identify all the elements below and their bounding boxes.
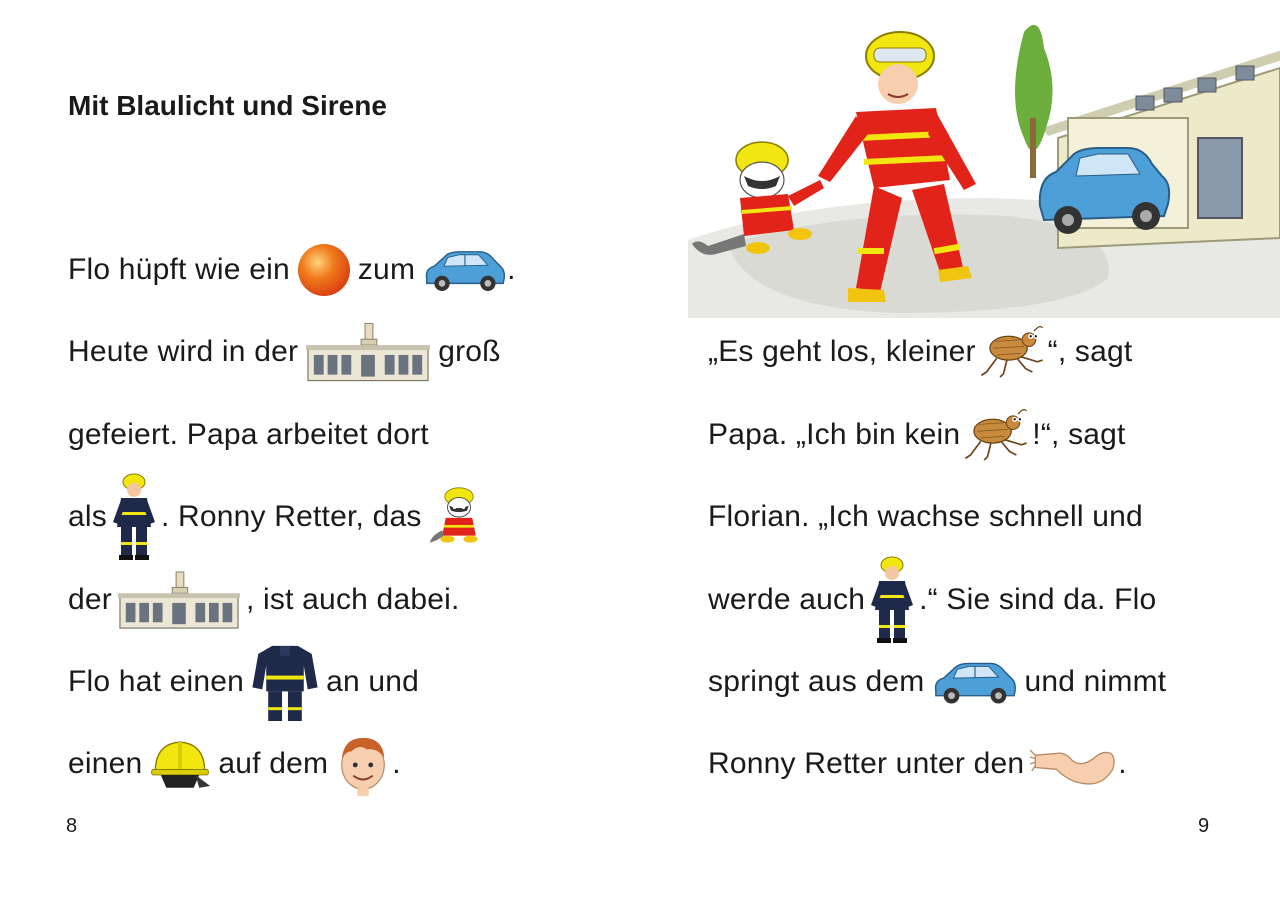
fire-station-icon bbox=[304, 321, 432, 383]
text-segment: Flo hüpft wie ein bbox=[68, 253, 290, 286]
text-segment: .“ Sie sind da. Flo bbox=[919, 583, 1157, 616]
raccoon-icon bbox=[428, 486, 490, 548]
text-segment: Heute wird in der bbox=[68, 335, 299, 368]
flea-icon bbox=[978, 323, 1046, 381]
helmet-icon bbox=[148, 736, 212, 792]
text-line-4 bbox=[68, 487, 496, 547]
text-segment: und nimmt bbox=[1024, 665, 1167, 698]
page-number: 9 bbox=[1198, 815, 1210, 837]
text-segment: Florian. „Ich wachse schnell und bbox=[708, 500, 1143, 533]
text-segment: . bbox=[392, 747, 401, 780]
text-line-5 bbox=[68, 570, 460, 630]
firefighter-scene-illustration bbox=[688, 8, 1280, 318]
ball-icon bbox=[296, 242, 352, 298]
text-segment: „Es geht los, kleiner bbox=[708, 335, 976, 368]
page-number: 8 bbox=[66, 815, 78, 837]
text-line-7 bbox=[68, 734, 401, 794]
story-title: Mit Blaulicht und Sirene bbox=[68, 90, 387, 121]
boy-head-icon bbox=[334, 729, 392, 799]
text-segment: . bbox=[1118, 747, 1127, 780]
firefighter-jacket-icon bbox=[250, 640, 320, 724]
car-icon bbox=[421, 246, 507, 294]
text-segment: , ist auch dabei. bbox=[245, 583, 460, 616]
text-segment: gefeiert. Papa arbeitet dort bbox=[68, 418, 429, 451]
text-segment: als bbox=[68, 500, 107, 533]
text-line-2 bbox=[68, 322, 501, 382]
flea-icon bbox=[962, 406, 1030, 464]
text-line-6 bbox=[708, 734, 1127, 794]
text-line-1 bbox=[708, 322, 1132, 382]
text-segment: werde auch bbox=[708, 583, 866, 616]
text-segment: an und bbox=[326, 665, 420, 698]
text-segment: !“, sagt bbox=[1032, 418, 1126, 451]
text-segment: Papa. „Ich bin kein bbox=[708, 418, 961, 451]
text-line-5 bbox=[708, 652, 1166, 712]
text-line-1 bbox=[68, 240, 516, 300]
firefighter-icon bbox=[109, 472, 159, 562]
text-segment: “, sagt bbox=[1047, 335, 1133, 368]
text-segment: auf dem bbox=[218, 747, 329, 780]
fire-station-icon bbox=[116, 570, 242, 630]
text-line-2 bbox=[708, 405, 1126, 465]
text-segment: springt aus dem bbox=[708, 665, 925, 698]
text-segment: . Ronny Retter, das bbox=[160, 500, 422, 533]
text-segment: . bbox=[507, 253, 516, 286]
text-segment: groß bbox=[438, 335, 501, 368]
right-page bbox=[640, 0, 1280, 903]
arm-icon bbox=[1030, 737, 1118, 791]
firefighter-icon bbox=[867, 555, 917, 645]
text-segment: Ronny Retter unter den bbox=[708, 747, 1025, 780]
text-segment: Flo hat einen bbox=[68, 665, 245, 698]
text-line-3 bbox=[68, 405, 429, 465]
text-segment: der bbox=[68, 583, 112, 616]
text-segment: einen bbox=[68, 747, 143, 780]
text-line-4 bbox=[708, 570, 1156, 630]
car-icon bbox=[930, 657, 1018, 707]
text-line-6 bbox=[68, 652, 419, 712]
text-segment: zum bbox=[357, 253, 416, 286]
text-line-3 bbox=[708, 487, 1143, 547]
